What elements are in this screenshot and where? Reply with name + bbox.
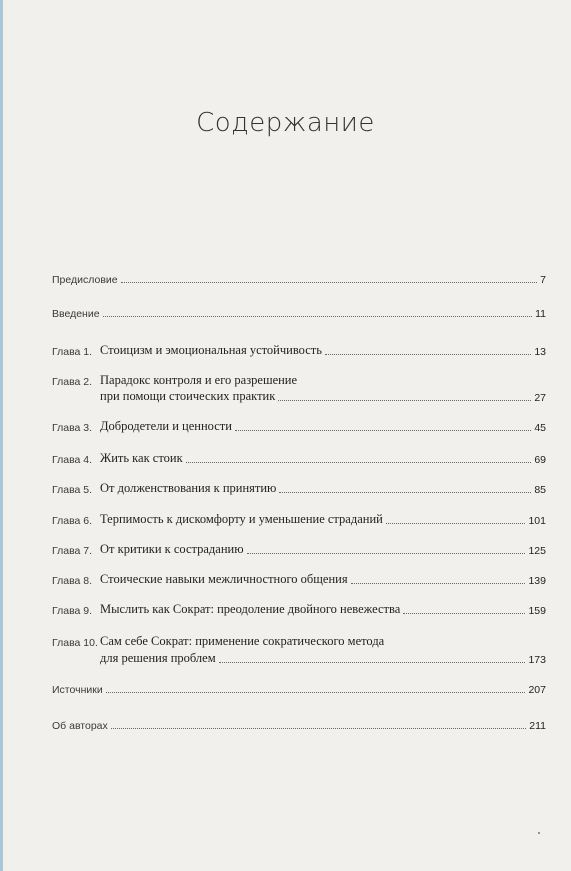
- toc-entry-sources[interactable]: [52, 678, 546, 696]
- dot-leader: [247, 553, 526, 554]
- toc-entry-preface[interactable]: [52, 268, 546, 286]
- dot-leader: [235, 430, 531, 431]
- chapter-title: Жить как стоик: [100, 451, 183, 465]
- chapter-title-line1: Сам себе Сократ: применение сократического метода: [100, 634, 385, 648]
- toc-entry-introduction[interactable]: [52, 302, 546, 320]
- toc-page-number: 7: [540, 274, 546, 286]
- chapter-title: От долженствования к принятию: [100, 481, 277, 495]
- toc-page-number: 125: [528, 545, 546, 557]
- toc-entry-about-authors[interactable]: [52, 714, 546, 732]
- chapter-number: Глава 2.: [52, 376, 93, 388]
- chapter-title: при помощи стоических практик: [100, 389, 276, 403]
- chapter-number: Глава 9.: [52, 605, 93, 617]
- toc-entry-chapter-4[interactable]: [52, 448, 546, 466]
- dot-leader: [278, 400, 531, 401]
- toc-page-number: 11: [535, 308, 546, 320]
- paper-speck: [538, 832, 540, 834]
- toc-page-number: 13: [534, 346, 546, 358]
- toc-page-number: 45: [534, 422, 546, 434]
- dot-leader: [325, 354, 531, 355]
- toc-entry-chapter-6[interactable]: [52, 509, 546, 527]
- dot-leader: [351, 583, 526, 584]
- chapter-title: Терпимость к дискомфорту и уменьшение страданий: [100, 512, 383, 526]
- toc-entry-chapter-8[interactable]: [52, 569, 546, 587]
- dot-leader: [106, 692, 526, 693]
- toc-entry-chapter-10-line1[interactable]: [52, 631, 546, 649]
- chapter-title: Добродетели и ценности: [100, 419, 232, 433]
- chapter-title: для решения проблем: [100, 651, 216, 665]
- toc-page-number: 159: [528, 605, 546, 617]
- chapter-number: Глава 5.: [52, 484, 93, 496]
- chapter-number: Глава 7.: [52, 545, 93, 557]
- toc-page-number: 173: [528, 654, 546, 666]
- toc-entry-chapter-1[interactable]: [52, 340, 546, 358]
- chapter-number: Глава 10.: [52, 637, 98, 649]
- toc-entry-chapter-10[interactable]: [52, 648, 546, 666]
- toc-page-number: 85: [534, 484, 546, 496]
- chapter-title: Стоические навыки межличностного общения: [100, 572, 348, 586]
- toc-entry-label: Источники: [52, 684, 103, 696]
- toc-page-number: 211: [529, 720, 546, 732]
- chapter-number: Глава 1.: [52, 346, 93, 358]
- chapter-number: Глава 4.: [52, 454, 93, 466]
- dot-leader: [219, 662, 526, 663]
- chapter-number: Глава 8.: [52, 575, 93, 587]
- chapter-title: Мыслить как Сократ: преодоление двойного невежества: [100, 602, 401, 616]
- chapter-title-line1: Парадокс контроля и его разрешение: [100, 373, 298, 387]
- toc-entry-chapter-7[interactable]: [52, 539, 546, 557]
- toc-entry-chapter-9[interactable]: [52, 599, 546, 617]
- dot-leader: [103, 316, 533, 317]
- dot-leader: [386, 523, 526, 524]
- page-title: Содержание: [196, 108, 375, 138]
- dot-leader: [111, 728, 527, 729]
- chapter-number: Глава 3.: [52, 422, 93, 434]
- chapter-number: Глава 6.: [52, 515, 93, 527]
- toc-entry-chapter-3[interactable]: [52, 416, 546, 434]
- toc-entry-label: Предисловие: [52, 274, 118, 286]
- dot-leader: [403, 613, 525, 614]
- toc-page-number: 101: [528, 515, 546, 527]
- toc-entry-label: Введение: [52, 308, 100, 320]
- toc-page-number: 139: [528, 575, 546, 587]
- toc-entry-chapter-2[interactable]: [52, 386, 546, 404]
- dot-leader: [279, 492, 531, 493]
- toc-entry-label: Об авторах: [52, 720, 108, 732]
- chapter-title: От критики к состраданию: [100, 542, 244, 556]
- toc-page-number: 207: [528, 684, 546, 696]
- dot-leader: [186, 462, 532, 463]
- toc-entry-chapter-5[interactable]: [52, 478, 546, 496]
- toc-page-number: 27: [534, 392, 546, 404]
- toc-page-number: 69: [534, 454, 546, 466]
- dot-leader: [121, 282, 538, 283]
- chapter-title: Стоицизм и эмоциональная устойчивость: [100, 343, 322, 357]
